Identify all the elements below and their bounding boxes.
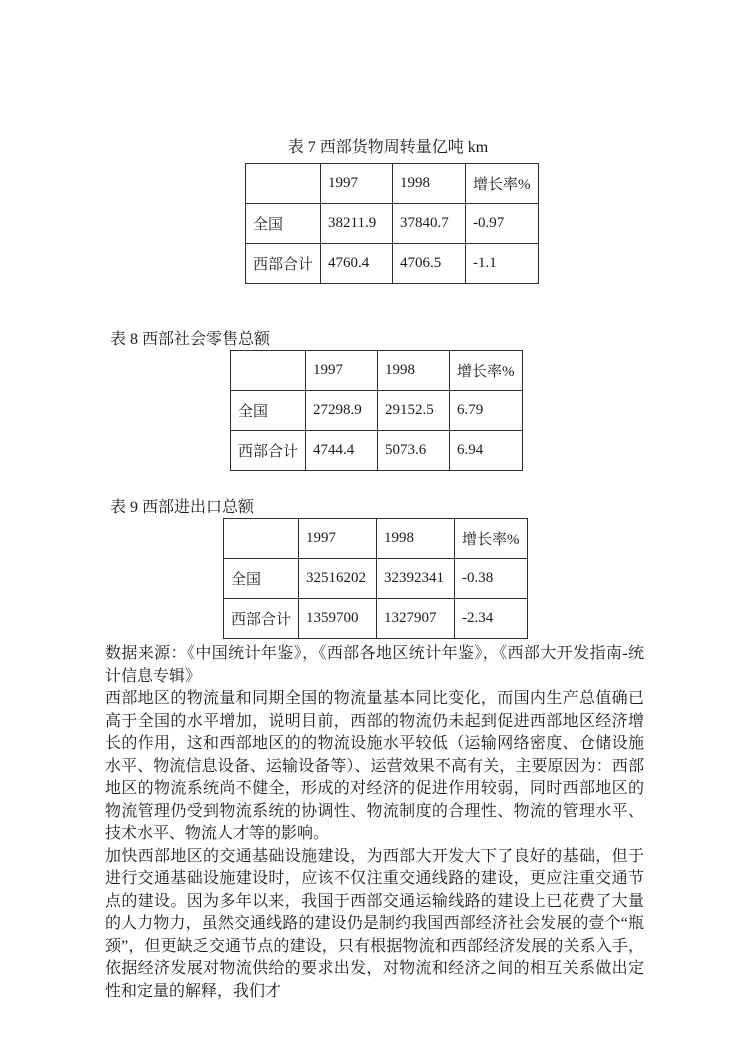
table7-national-growth: -0.97 xyxy=(466,204,539,244)
table9 xyxy=(223,518,528,639)
table9-national-1997: 32516202 xyxy=(299,559,377,599)
table9-header-row xyxy=(224,519,528,559)
table7-row-west-total-label: 西部合计 xyxy=(246,244,321,284)
table8-header-growth-rate: 增长率% xyxy=(450,351,523,391)
table7-national-1998: 37840.7 xyxy=(393,204,466,244)
table7-header-row xyxy=(246,164,539,204)
table8-row-west-total-label: 西部合计 xyxy=(231,431,306,471)
table9-row-national-label: 全国 xyxy=(224,559,299,599)
table8-header-1997: 1997 xyxy=(306,351,378,391)
table8-national-1998: 29152.5 xyxy=(378,391,450,431)
table7 xyxy=(245,163,539,284)
table8-row-west-total xyxy=(231,431,523,471)
table8-west-growth: 6.94 xyxy=(450,431,523,471)
table9-title: 表 9 西部进出口总额 xyxy=(110,499,255,516)
table9-corner-cell xyxy=(224,519,299,559)
paragraph-logistics-analysis: 西部地区的物流量和同期全国的物流量基本同比变化，而国内生产总值确已高于全国的水平增加，说明目前，西部的物流仍未起到促进西部地区经济增长的作用，这和西部地区的的物流设施水平较低（运输网络密度、仓储设施水平、物流信息设备、运输设备等）、运营效果不高有关，主要原因为：西部地区的物流系统尚不健全，形成的对经济的促进作用较弱，同时西部地区的物流管理仍受到物流系统的协调性、物流制度的合理性、物流的管理水平、技术水平、物流人才等的影响。 xyxy=(105,690,644,842)
body-text xyxy=(105,643,644,1003)
table8-national-growth: 6.79 xyxy=(450,391,523,431)
table7-national-1997: 38211.9 xyxy=(321,204,393,244)
table8-national-1997: 27298.9 xyxy=(306,391,378,431)
table9-national-growth: -0.38 xyxy=(455,559,528,599)
table9-row-west-total xyxy=(224,599,528,639)
table9-row-west-total-label: 西部合计 xyxy=(224,599,299,639)
table7-header-growth-rate: 增长率% xyxy=(466,164,539,204)
table8-west-1997: 4744.4 xyxy=(306,431,378,471)
table7-header-1997: 1997 xyxy=(321,164,393,204)
table9-national-1998: 32392341 xyxy=(377,559,455,599)
table8-header-1998: 1998 xyxy=(378,351,450,391)
paragraph-infrastructure: 加快西部地区的交通基础设施建设，为西部大开发大下了良好的基础，但于进行交通基础设施建设时，应该不仅注重交通线路的建设，更应注重交通节点的建设。因为多年以来，我国于西部交通运输线路的建设上已花费了大量的人力物力，虽然交通线路的建设仍是制约我国西部经济社会发展的壹个“瓶颈”，但更缺乏交通节点的建设，只有根据物流和西部经济发展的关系入手，依据经济发展对物流供给的要求出发，对物流和经济之间的相互关系做出定性和定量的解释，我们才 xyxy=(105,847,644,1000)
table9-west-1998: 1327907 xyxy=(377,599,455,639)
table9-header-1998: 1998 xyxy=(377,519,455,559)
table8-section xyxy=(105,330,644,471)
table7-title: 表 7 西部货物周转量亿吨 km xyxy=(287,139,489,156)
table7-west-1997: 4760.4 xyxy=(321,244,393,284)
table8-corner-cell xyxy=(231,351,306,391)
table9-west-growth: -2.34 xyxy=(455,599,528,639)
table7-row-national xyxy=(246,204,539,244)
table7-west-growth: -1.1 xyxy=(466,244,539,284)
table8 xyxy=(230,350,523,471)
table7-row-national-label: 全国 xyxy=(246,204,321,244)
table7-corner-cell xyxy=(246,164,321,204)
table7-west-1998: 4706.5 xyxy=(393,244,466,284)
table9-header-growth-rate: 增长率% xyxy=(455,519,528,559)
table9-row-national xyxy=(224,559,528,599)
table8-title: 表 8 西部社会零售总额 xyxy=(110,331,271,348)
table7-section xyxy=(105,0,644,284)
table9-west-1997: 1359700 xyxy=(299,599,377,639)
table8-header-row xyxy=(231,351,523,391)
table8-west-1998: 5073.6 xyxy=(378,431,450,471)
table8-row-national xyxy=(231,391,523,431)
table8-row-national-label: 全国 xyxy=(231,391,306,431)
table7-header-1998: 1998 xyxy=(393,164,466,204)
data-source-note: 数据来源：《中国统计年鉴》，《西部各地区统计年鉴》，《西部大开发指南-统计信息专辑》 xyxy=(105,645,644,685)
table9-header-1997: 1997 xyxy=(299,519,377,559)
table7-row-west-total xyxy=(246,244,539,284)
table9-section xyxy=(105,498,644,639)
